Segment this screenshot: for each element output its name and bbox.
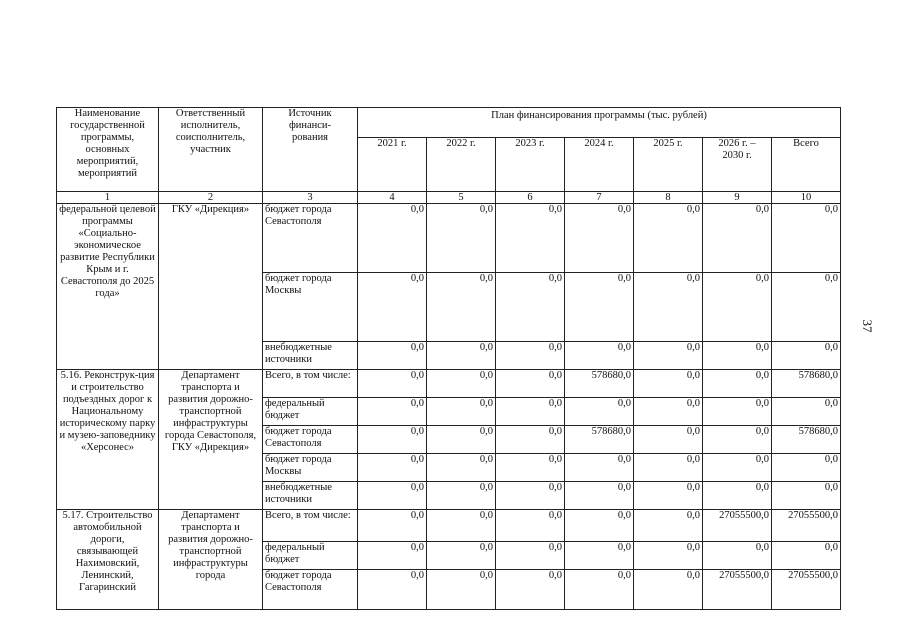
value-cell: 0,0 <box>565 454 634 482</box>
value-cell: 0,0 <box>358 482 427 510</box>
value-cell: 0,0 <box>496 454 565 482</box>
value-cell: 27055500,0 <box>703 570 772 610</box>
value-cell: 578680,0 <box>565 370 634 398</box>
value-cell: 0,0 <box>358 454 427 482</box>
column-number: 1 <box>57 192 159 204</box>
program-name: 5.17. Строительство автомобильной дороги, связывающей Нахимовский, Ленинский, Гагаринский <box>57 510 159 610</box>
value-cell: 0,0 <box>496 510 565 542</box>
value-cell: 0,0 <box>496 426 565 454</box>
column-number: 7 <box>565 192 634 204</box>
value-cell: 27055500,0 <box>703 510 772 542</box>
value-cell: 0,0 <box>703 482 772 510</box>
value-cell: 0,0 <box>703 398 772 426</box>
value-cell: 0,0 <box>565 510 634 542</box>
header-year: 2024 г. <box>565 138 634 192</box>
value-cell: 0,0 <box>634 273 703 342</box>
value-cell: 0,0 <box>358 398 427 426</box>
value-cell: 0,0 <box>427 204 496 273</box>
total-cell: 0,0 <box>772 342 841 370</box>
header-total: Всего <box>772 138 841 192</box>
total-cell: 0,0 <box>772 204 841 273</box>
total-cell: 578680,0 <box>772 426 841 454</box>
column-number: 8 <box>634 192 703 204</box>
program-executor: Департамент транспорта и развития дорожно-транспортной инфраструктуры города <box>159 510 263 610</box>
total-cell: 27055500,0 <box>772 510 841 542</box>
financing-table <box>56 107 841 610</box>
value-cell: 0,0 <box>565 273 634 342</box>
value-cell: 0,0 <box>427 273 496 342</box>
value-cell: 0,0 <box>634 426 703 454</box>
column-number: 4 <box>358 192 427 204</box>
header-year: 2025 г. <box>634 138 703 192</box>
value-cell: 0,0 <box>427 482 496 510</box>
value-cell: 0,0 <box>427 342 496 370</box>
value-cell: 0,0 <box>565 398 634 426</box>
table-row <box>57 204 841 273</box>
value-cell: 0,0 <box>427 370 496 398</box>
value-cell: 0,0 <box>703 342 772 370</box>
value-cell: 0,0 <box>358 370 427 398</box>
value-cell: 0,0 <box>634 204 703 273</box>
program-executor: Департамент транспорта и развития дорожно-транспортной инфраструктуры города Севастополя, ГКУ «Дирекция» <box>159 370 263 510</box>
value-cell: 0,0 <box>358 273 427 342</box>
value-cell: 0,0 <box>358 510 427 542</box>
value-cell: 0,0 <box>358 570 427 610</box>
column-number: 6 <box>496 192 565 204</box>
funding-source: внебюджетные источники <box>263 342 358 370</box>
total-cell: 0,0 <box>772 482 841 510</box>
funding-source: бюджет города Севастополя <box>263 204 358 273</box>
total-cell: 0,0 <box>772 398 841 426</box>
header-source: Источник финанси-рования <box>263 108 358 192</box>
value-cell: 0,0 <box>703 370 772 398</box>
program-name: федеральной целевой программы «Социально-экономическое развитие Республики Крым и г. Севастополя до 2025 года» <box>57 204 159 370</box>
value-cell: 0,0 <box>358 342 427 370</box>
header-year: 2023 г. <box>496 138 565 192</box>
funding-source: федеральный бюджет <box>263 398 358 426</box>
funding-source: бюджет города Севастополя <box>263 426 358 454</box>
value-cell: 0,0 <box>634 454 703 482</box>
column-number: 5 <box>427 192 496 204</box>
table-row <box>57 510 841 542</box>
value-cell: 0,0 <box>496 570 565 610</box>
value-cell: 0,0 <box>634 570 703 610</box>
value-cell: 0,0 <box>496 370 565 398</box>
funding-source: бюджет города Москвы <box>263 273 358 342</box>
value-cell: 0,0 <box>496 204 565 273</box>
value-cell: 0,0 <box>703 426 772 454</box>
table-row <box>57 370 841 398</box>
program-executor: ГКУ «Дирекция» <box>159 204 263 370</box>
value-cell: 0,0 <box>703 273 772 342</box>
value-cell: 0,0 <box>496 542 565 570</box>
value-cell: 0,0 <box>427 542 496 570</box>
value-cell: 0,0 <box>703 542 772 570</box>
total-cell: 0,0 <box>772 273 841 342</box>
header-year: 2022 г. <box>427 138 496 192</box>
page-number: 37 <box>860 319 875 333</box>
value-cell: 0,0 <box>427 398 496 426</box>
value-cell: 0,0 <box>634 370 703 398</box>
value-cell: 0,0 <box>565 482 634 510</box>
funding-source: бюджет города Москвы <box>263 454 358 482</box>
value-cell: 0,0 <box>703 454 772 482</box>
value-cell: 0,0 <box>358 542 427 570</box>
value-cell: 0,0 <box>634 542 703 570</box>
value-cell: 0,0 <box>565 570 634 610</box>
column-number: 9 <box>703 192 772 204</box>
value-cell: 578680,0 <box>565 426 634 454</box>
header-plan-title: План финансирования программы (тыс. рублей) <box>358 108 841 138</box>
funding-source: федеральный бюджет <box>263 542 358 570</box>
value-cell: 0,0 <box>634 342 703 370</box>
header-name: Наименование государственной программы, основных мероприятий, мероприятий <box>57 108 159 192</box>
header-year: 2021 г. <box>358 138 427 192</box>
value-cell: 0,0 <box>565 342 634 370</box>
column-number: 10 <box>772 192 841 204</box>
total-cell: 0,0 <box>772 542 841 570</box>
header-year: 2026 г. – 2030 г. <box>703 138 772 192</box>
value-cell: 0,0 <box>427 426 496 454</box>
value-cell: 0,0 <box>427 454 496 482</box>
value-cell: 0,0 <box>496 398 565 426</box>
value-cell: 0,0 <box>358 204 427 273</box>
column-number: 3 <box>263 192 358 204</box>
column-number: 2 <box>159 192 263 204</box>
funding-source: Всего, в том числе: <box>263 510 358 542</box>
funding-source: Всего, в том числе: <box>263 370 358 398</box>
total-cell: 0,0 <box>772 454 841 482</box>
funding-source: бюджет города Севастополя <box>263 570 358 610</box>
funding-source: внебюджетные источники <box>263 482 358 510</box>
value-cell: 0,0 <box>358 426 427 454</box>
value-cell: 0,0 <box>496 342 565 370</box>
value-cell: 0,0 <box>427 510 496 542</box>
value-cell: 0,0 <box>565 542 634 570</box>
value-cell: 0,0 <box>634 398 703 426</box>
value-cell: 0,0 <box>634 510 703 542</box>
value-cell: 0,0 <box>496 273 565 342</box>
header-executor: Ответственный исполнитель, соисполнитель, участник <box>159 108 263 192</box>
total-cell: 578680,0 <box>772 370 841 398</box>
value-cell: 0,0 <box>565 204 634 273</box>
value-cell: 0,0 <box>634 482 703 510</box>
value-cell: 0,0 <box>427 570 496 610</box>
program-name: 5.16. Реконструк-ция и строительство подъездных дорог к Национальному историческому парку и музею-заповеднику «Херсонес» <box>57 370 159 510</box>
value-cell: 0,0 <box>496 482 565 510</box>
value-cell: 0,0 <box>703 204 772 273</box>
total-cell: 27055500,0 <box>772 570 841 610</box>
